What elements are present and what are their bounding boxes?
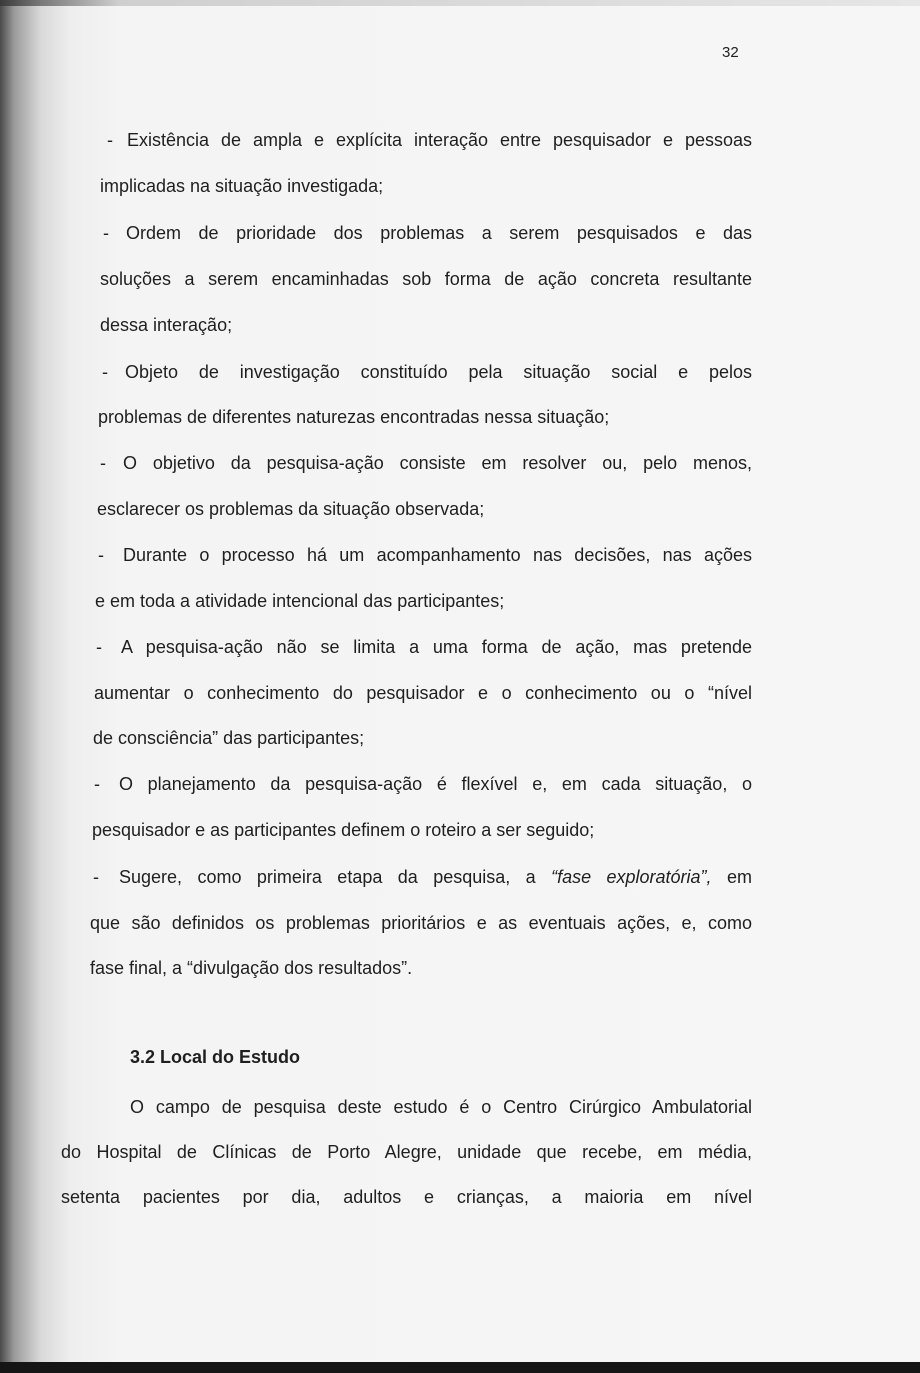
bullet-dash: - [103, 223, 109, 243]
item-3-line-1: Objeto de investigação constituído pela situação social e pelos [125, 362, 752, 382]
bullet-dash: - [94, 774, 100, 794]
scan-bottom-edge [0, 1362, 920, 1373]
item-8-line-1-text-a: Sugere, como primeira etapa da pesquisa, a [119, 867, 552, 887]
bullet-dash: - [100, 453, 106, 473]
bullet-dash: - [93, 867, 99, 887]
item-3-line-2: problemas de diferentes naturezas encontradas nessa situação; [98, 407, 610, 427]
item-8-line-2: que são definidos os problemas prioritários e as eventuais ações, e, como [90, 913, 752, 933]
item-2-line-3: dessa interação; [100, 315, 233, 335]
item-7-line-2: pesquisador e as participantes definem o roteiro a ser seguido; [92, 820, 595, 840]
section-paragraph-line-2: do Hospital de Clínicas de Porto Alegre, unidade que recebe, em média, [61, 1142, 752, 1162]
bullet-dash: - [102, 362, 108, 382]
item-6-line-3: de consciência” das participantes; [93, 728, 365, 748]
bullet-dash: - [96, 637, 102, 657]
item-6-line-2: aumentar o conhecimento do pesquisador e o conhecimento ou o “nível [94, 683, 752, 703]
item-4-line-2: esclarecer os problemas da situação observada; [97, 499, 485, 519]
bullet-dash: - [107, 130, 113, 150]
item-2-line-1: Ordem de prioridade dos problemas a serem pesquisados e das [126, 223, 752, 243]
item-8-line-1-emphasis: “fase exploratória”, [551, 867, 712, 887]
item-5-line-2: e em toda a atividade intencional das participantes; [95, 591, 505, 611]
item-7-line-1: O planejamento da pesquisa-ação é flexível e, em cada situação, o [119, 774, 752, 794]
section-paragraph-line-1: O campo de pesquisa deste estudo é o Centro Cirúrgico Ambulatorial [130, 1097, 752, 1117]
item-6-line-1: A pesquisa-ação não se limita a uma forma de ação, mas pretende [121, 637, 752, 657]
item-4-line-1: O objetivo da pesquisa-ação consiste em resolver ou, pelo menos, [123, 453, 752, 473]
bullet-dash: - [98, 545, 104, 565]
section-heading: 3.2 Local do Estudo [130, 1047, 301, 1067]
section-paragraph-line-3: setenta pacientes por dia, adultos e crianças, a maioria em nível [61, 1187, 752, 1207]
item-5-line-1: Durante o processo há um acompanhamento nas decisões, nas ações [123, 545, 752, 565]
scan-top-shadow [0, 0, 920, 6]
item-8-line-1 [119, 866, 752, 888]
item-2-line-2: soluções a serem encaminhadas sob forma de ação concreta resultante [100, 269, 752, 289]
item-8-line-1-text-b: em [711, 867, 752, 887]
page-number: 32 [722, 44, 739, 61]
item-1-line-2: implicadas na situação investigada; [100, 176, 384, 196]
item-8-line-3: fase final, a “divulgação dos resultados”. [90, 958, 413, 978]
item-1-line-1: Existência de ampla e explícita interação entre pesquisador e pessoas [127, 130, 752, 150]
